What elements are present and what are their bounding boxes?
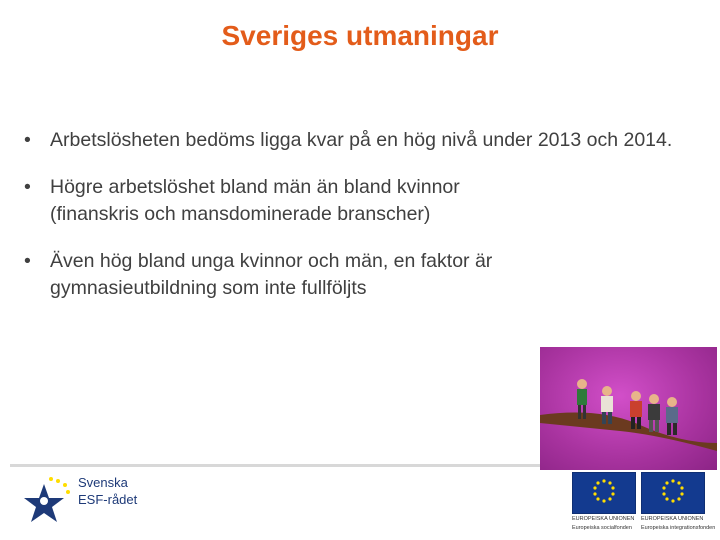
logo-line: Svenska [78, 475, 128, 490]
star-figure-icon [16, 474, 72, 532]
eu-flag-icon [641, 472, 705, 514]
eu-flag-icon [572, 472, 636, 514]
bullet-text: Även hög bland unga kvinnor och män, en faktor är gymnasieutbildning som inte fullföljts [50, 250, 493, 299]
figurine [648, 394, 660, 432]
eu-subcaption: Europeiska socialfonden [572, 525, 632, 531]
branch [540, 413, 717, 451]
eu-logo-integration-fund [641, 472, 716, 540]
bullet-marker: • [24, 250, 31, 272]
slide-title: Sveriges utmaningar [221, 20, 499, 51]
figurines-illustration [540, 347, 717, 470]
bullet-item [24, 174, 550, 228]
figurine [666, 397, 678, 435]
eu-subcaption: Europeiska integrationsfonden [641, 525, 716, 531]
bullet-marker: • [24, 176, 31, 198]
footer-divider [10, 464, 540, 467]
esf-logo [16, 474, 146, 534]
bullet-text: Arbetslösheten bedöms ligga kvar på en hög nivå under 2013 och 2014. [50, 129, 673, 151]
bullet-list [24, 127, 704, 322]
logo-line: ESF-rådet [78, 492, 138, 507]
eu-logo-social-fund [572, 472, 638, 540]
figurines-photo [540, 347, 717, 470]
esf-logo-text [78, 474, 137, 508]
eu-caption: EUROPEISKA UNIONEN [641, 516, 704, 522]
bullet-text: Högre arbetslöshet bland män än bland kvinnor (finanskris och mansdominerade branscher) [50, 176, 460, 225]
bullet-marker: • [24, 129, 31, 151]
bullet-item [24, 127, 704, 154]
bullet-item [24, 248, 550, 302]
eu-caption: EUROPEISKA UNIONEN [572, 516, 635, 522]
